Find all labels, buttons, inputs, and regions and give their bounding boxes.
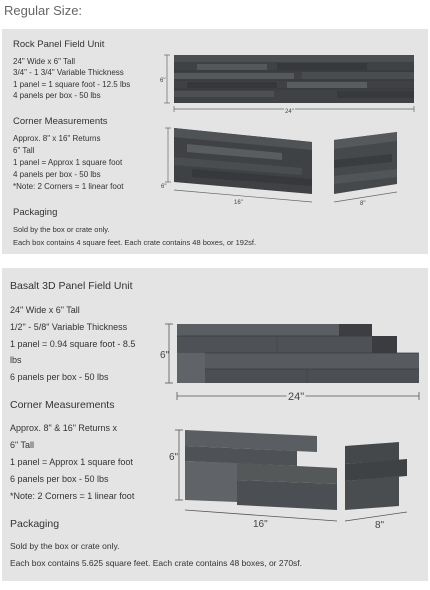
basalt-spec-line: 6 panels per box - 50 lbs: [10, 372, 109, 382]
basalt-corner-spec: 6" Tall: [10, 440, 35, 450]
basalt-panel-title: Basalt 3D Panel Field Unit: [10, 280, 133, 292]
basalt-corner-spec: 1 panel = Approx 1 square foot: [10, 457, 133, 467]
rock-panel-stone: [174, 55, 414, 103]
rock-width-label: 24": [285, 109, 294, 115]
basalt-corner-spec: *Note: 2 Corners = 1 linear foot: [10, 491, 135, 501]
basalt-spec-line: 1 panel = 0.94 square foot - 8.5: [10, 339, 136, 349]
rock-corner-spec: *Note: 2 Corners = 1 linear foot: [13, 182, 124, 191]
basalt-packaging-title: Packaging: [10, 518, 60, 530]
rock-spec-line: 3/4" - 1 3/4" Variable Thickness: [13, 68, 124, 77]
basalt-packaging-line: Sold by the box or crate only.: [10, 541, 120, 551]
rock-packaging-title: Packaging: [13, 207, 58, 218]
basalt-height-label: 6": [160, 350, 170, 361]
rock-panel-title: Rock Panel Field Unit: [13, 39, 105, 50]
rock-spec-line: 1 panel = 1 square foot - 12.5 lbs: [13, 80, 131, 89]
basalt-corner-height-dimension: [175, 430, 183, 500]
rock-panel-section: [2, 29, 428, 254]
basalt-spec-line: 24" Wide x 6" Tall: [10, 305, 80, 315]
rock-return-short-dimension: [334, 192, 397, 202]
rock-corner-spec: 4 panels per box - 50 lbs: [13, 170, 101, 179]
basalt-corner-spec: Approx. 8" & 16" Returns x: [10, 423, 117, 433]
basalt-corner-image: [167, 424, 427, 534]
basalt-panel-section: [2, 268, 428, 581]
rock-corner-spec: 1 panel = Approx 1 square foot: [13, 158, 123, 167]
rock-corner-image: [162, 122, 427, 212]
rock-corner-stone: [174, 128, 397, 194]
basalt-return-long-label: 16": [253, 519, 268, 530]
rock-corner-height-dimension: [165, 128, 171, 182]
basalt-corner-title: Corner Measurements: [10, 399, 115, 411]
basalt-corner-stone: [185, 430, 407, 510]
basalt-spec-line: lbs: [10, 355, 22, 365]
rock-return-short-label: 8": [360, 201, 366, 207]
rock-corner-title: Corner Measurements: [13, 116, 108, 127]
rock-spec-line: 24" Wide x 6" Tall: [13, 57, 76, 66]
basalt-width-label: 24": [288, 391, 305, 403]
basalt-corner-spec: 6 panels per box - 50 lbs: [10, 474, 109, 484]
rock-corner-spec: Approx. 8" x 16" Returns: [13, 134, 101, 143]
basalt-corner-height-label: 6": [169, 452, 179, 463]
rock-corner-spec: 6" Tall: [13, 146, 35, 155]
basalt-spec-line: 1/2" - 5/8" Variable Thickness: [10, 322, 128, 332]
rock-packaging-line: Each box contains 4 square feet. Each crate contains 48 boxes, or 192sf.: [13, 238, 257, 247]
rock-corner-height-label: 6": [161, 184, 167, 190]
page-heading: Regular Size:: [4, 3, 83, 18]
rock-return-long-label: 16": [234, 200, 243, 206]
basalt-return-short-label: 8": [375, 520, 385, 531]
rock-width-dimension: [174, 106, 414, 112]
rock-height-label: 6": [160, 78, 166, 84]
rock-spec-line: 4 panels per box - 50 lbs: [13, 91, 101, 100]
basalt-panel-stone: [177, 324, 419, 383]
rock-packaging-line: Sold by the box or crate only.: [13, 225, 110, 234]
basalt-panel-image: [157, 316, 427, 406]
basalt-packaging-line: Each box contains 5.625 square feet. Each crate contains 48 boxes, or 270sf.: [10, 558, 303, 568]
